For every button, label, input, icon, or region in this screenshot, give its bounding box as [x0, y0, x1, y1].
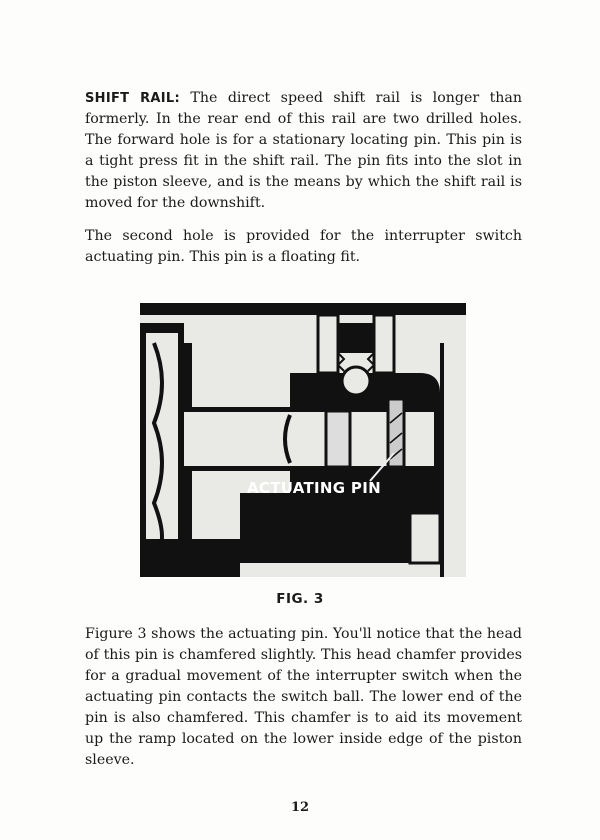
page-number: 12 [290, 800, 310, 815]
actuating-pin-label: ACTUATING PIN [247, 479, 381, 497]
paragraph-figure-description: Figure 3 shows the actuating pin. You'll notice that the head of this pin is chamfered slightly. This head chamfer provides for a gradual movement of the interrupter switch when the actuating pin contacts the switch ball. The lower end of the pin is also chamfered. This chamfer is to aid its movement up the ramp located on the lower inside edge of the piston sleeve. [85, 626, 522, 768]
figure-illustration [140, 303, 466, 577]
paragraph-shift-rail [85, 88, 522, 214]
paragraph-second-hole: The second hole is provided for the interrupter switch actuating pin. This pin is a floating fit. [85, 228, 522, 265]
paragraph-1-text: The direct speed shift rail is longer than formerly. In the rear end of this rail are two drilled holes. The forward hole is for a stationary locating pin. This pin is a tight press fit in the shift rail. The pin fits into the slot in the piston sleeve, and is the means by which the shift rail is moved for the downshift. [85, 90, 522, 211]
actuating-pin-diagram [140, 303, 466, 577]
figure-caption: FIG. 3 [276, 591, 324, 607]
text-block-top [85, 88, 522, 268]
section-heading: SHIFT RAIL: [85, 91, 180, 106]
